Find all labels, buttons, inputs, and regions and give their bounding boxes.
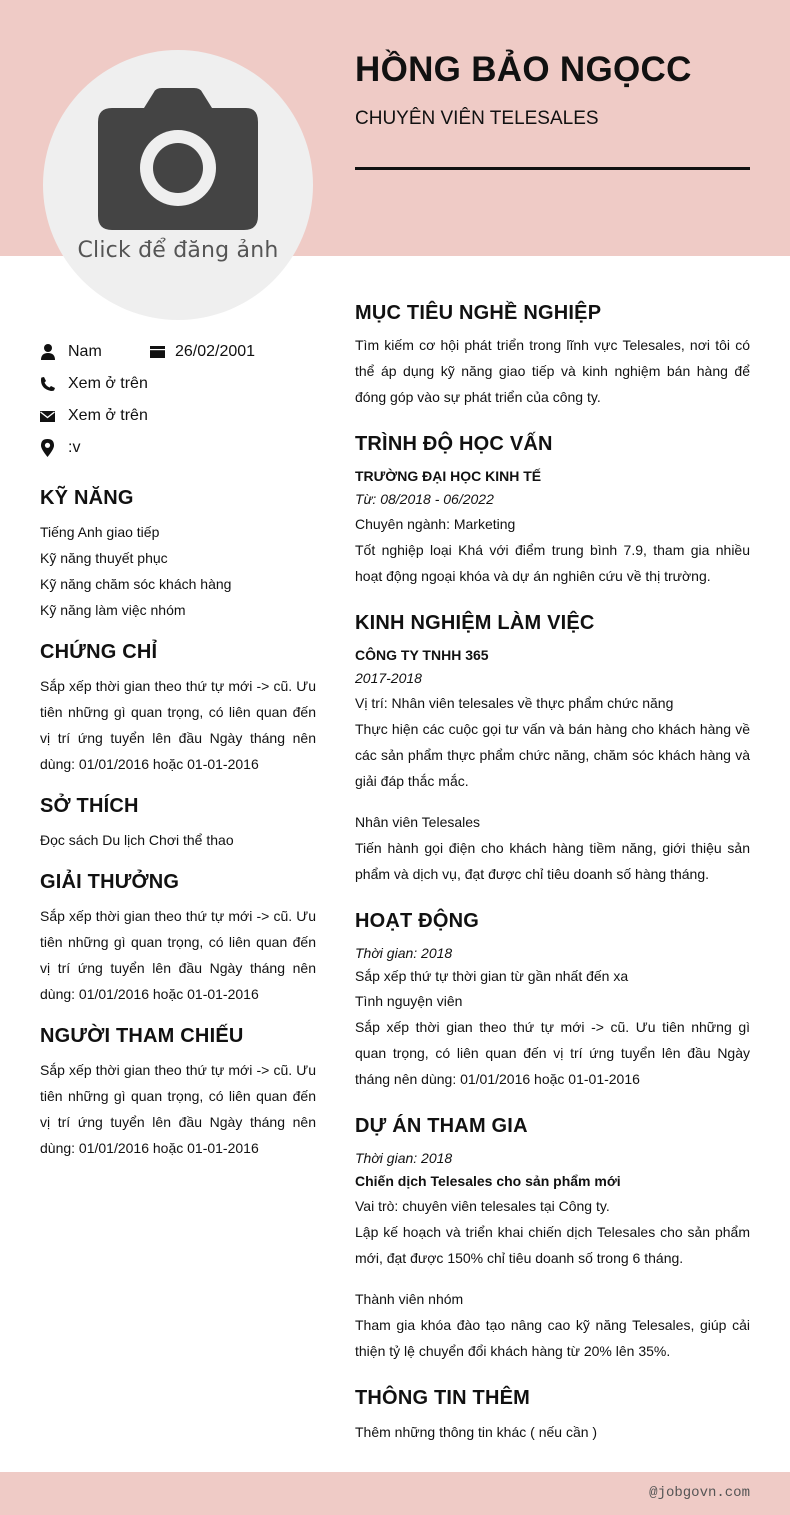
footer-band [0, 1472, 790, 1515]
experience-heading: KINH NGHIỆM LÀM VIỆC [355, 612, 595, 634]
title-divider [355, 167, 750, 170]
more-info-text: Thêm những thông tin khác ( nếu cần ) [355, 1424, 598, 1440]
experience-role: Vị trí: Nhân viên telesales về thực phẩm chức năng [355, 695, 674, 711]
references-heading: NGƯỜI THAM CHIẾU [40, 1025, 244, 1047]
contact-phone [40, 373, 148, 395]
objective-heading: MỤC TIÊU NGHỀ NGHIỆP [355, 302, 602, 324]
experience-description: Tiến hành gọi điện cho khách hàng tiềm năng, giới thiệu sản phẩm và dịch vụ, đạt được chỉ tiêu doanh số hàng tháng. [355, 840, 750, 882]
activities-line: Tình nguyện viên [355, 993, 463, 1009]
candidate-name: HỒNG BẢO NGỌCC [355, 50, 692, 89]
projects-period: Thời gian: 2018 [355, 1150, 453, 1166]
phone-value: Xem ở trên [68, 375, 148, 392]
gender-value: Nam [68, 343, 102, 360]
awards-heading: GIẢI THƯỞNG [40, 871, 180, 893]
activities-line: Sắp xếp thứ tự thời gian từ gần nhất đến xa [355, 968, 629, 984]
contact-gender [40, 341, 102, 363]
project-role: Vai trò: chuyên viên telesales tại Công ty. [355, 1198, 610, 1214]
objective-text: Tìm kiếm cơ hội phát triển trong lĩnh vực Telesales, nơi tôi có thể áp dụng kỹ năng giao tiếp và kinh nghiệm bán hàng để đóng góp vào sự phát triển của công ty. [355, 337, 750, 405]
education-description: Tốt nghiệp loại Khá với điểm trung bình 7.9, tham gia nhiều hoạt động ngoại khóa và dự án nghiên cứu về thị trường. [355, 542, 750, 584]
calendar-icon [150, 346, 165, 358]
experience-period: 2017-2018 [355, 670, 422, 686]
skill-item: Kỹ năng làm việc nhóm [40, 602, 186, 618]
skill-item: Kỹ năng chăm sóc khách hàng [40, 576, 232, 592]
activities-period: Thời gian: 2018 [355, 945, 453, 961]
location-pin-icon [40, 439, 55, 457]
education-major: Chuyên ngành: Marketing [355, 516, 516, 532]
certificates-text: Sắp xếp thời gian theo thứ tự mới -> cũ. Ưu tiên những gì quan trọng, có liên quan đến vị trí ứng tuyển lên đầu Ngày tháng nên dùng: 01/01/2016 hoặc 01-01-2016 [40, 678, 316, 772]
experience-company: CÔNG TY TNHH 365 [355, 647, 489, 663]
project-name: Chiến dịch Telesales cho sản phẩm mới [355, 1173, 621, 1189]
experience-description: Thực hiện các cuộc gọi tư vấn và bán hàng cho khách hàng về các sản phẩm thực phẩm chức năng, chăm sóc khách hàng và giải đáp thắc mắc. [355, 721, 750, 789]
footer-watermark: @jobgovn.com [649, 1485, 750, 1501]
more-info-heading: THÔNG TIN THÊM [355, 1387, 531, 1409]
upload-photo-label: Click để đăng ảnh [77, 238, 279, 263]
camera-icon [96, 88, 260, 232]
activities-heading: HOẠT ĐỘNG [355, 910, 480, 932]
contact-birthday [150, 341, 255, 363]
projects-heading: DỰ ÁN THAM GIA [355, 1115, 528, 1137]
avatar-upload[interactable] [43, 50, 313, 320]
experience-role: Nhân viên Telesales [355, 814, 481, 830]
education-school: TRƯỜNG ĐẠI HỌC KINH TẾ [355, 468, 542, 484]
person-icon [40, 343, 55, 361]
hobbies-heading: SỞ THÍCH [40, 795, 139, 817]
project-role: Thành viên nhóm [355, 1291, 464, 1307]
phone-icon [40, 375, 55, 393]
education-heading: TRÌNH ĐỘ HỌC VẤN [355, 433, 553, 455]
project-description: Tham gia khóa đào tạo nâng cao kỹ năng Telesales, giúp cải thiện tỷ lệ chuyển đổi khách hàng từ 20% lên 35%. [355, 1317, 750, 1359]
contact-address [40, 437, 80, 459]
skills-heading: KỸ NĂNG [40, 487, 134, 509]
contact-email [40, 405, 148, 427]
skill-item: Tiếng Anh giao tiếp [40, 524, 160, 540]
education-period: Từ: 08/2018 - 06/2022 [355, 491, 494, 507]
email-icon [40, 407, 55, 425]
awards-text: Sắp xếp thời gian theo thứ tự mới -> cũ. Ưu tiên những gì quan trọng, có liên quan đến vị trí ứng tuyển lên đầu Ngày tháng nên dùng: 01/01/2016 hoặc 01-01-2016 [40, 908, 316, 1002]
address-value: :v [68, 439, 81, 456]
birthday-value: 26/02/2001 [175, 343, 256, 360]
email-value: Xem ở trên [68, 407, 148, 424]
certificates-heading: CHỨNG CHỈ [40, 641, 158, 663]
activities-text: Sắp xếp thời gian theo thứ tự mới -> cũ. Ưu tiên những gì quan trọng, có liên quan đến vị trí ứng tuyển lên đầu Ngày tháng nên dùng: 01/01/2016 hoặc 01-01-2016 [355, 1019, 750, 1087]
skill-item: Kỹ năng thuyết phục [40, 550, 168, 566]
references-text: Sắp xếp thời gian theo thứ tự mới -> cũ. Ưu tiên những gì quan trọng, có liên quan đến vị trí ứng tuyển lên đầu Ngày tháng nên dùng: 01/01/2016 hoặc 01-01-2016 [40, 1062, 316, 1156]
hobbies-text: Đọc sách Du lịch Chơi thể thao [40, 832, 234, 848]
job-title: CHUYÊN VIÊN TELESALES [355, 108, 599, 129]
project-description: Lập kế hoạch và triển khai chiến dịch Telesales cho sản phẩm mới, đạt được 150% chỉ tiêu doanh số trong 6 tháng. [355, 1224, 750, 1266]
